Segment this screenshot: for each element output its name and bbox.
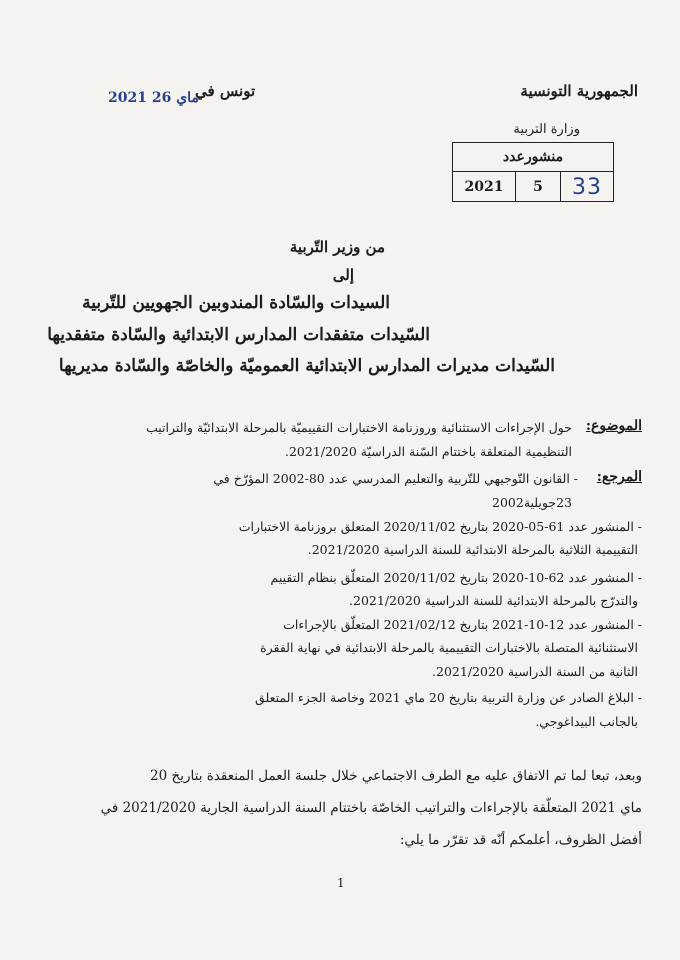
- circular-number-box: [452, 142, 614, 202]
- body-paragraph-line: وبعد، تبعا لما تم الاتفاق عليه مع الطرف الاجتماعي خلال جلسة العمل المنعقدة بتاريخ 20: [150, 768, 642, 784]
- subject-line: حول الإجراءات الاستثنائية وروزنامة الاختبارات التقييميّة بالمرحلة الابتدائيّة والتراتيب: [145, 420, 572, 435]
- subject-line: التنظيمية المتعلقة باختتام السّنة الدراسيّة 2021/2020.: [284, 444, 572, 459]
- to-line: إلى: [332, 266, 354, 284]
- date-stamp: 2021 ماي 26: [108, 90, 199, 106]
- subject-label: الموضوع:: [585, 418, 642, 434]
- country-name: الجمهورية التونسية: [520, 82, 638, 100]
- reference-item: - المنشور عدد 61-05-2020 بتاريخ 2020/11/02 المتعلق بروزنامة الاختبارات: [238, 519, 642, 534]
- city-date-label: تونس في: [195, 82, 256, 100]
- reference-item: - المنشور عدد 62-10-2020 بتاريخ 2020/11/02 المتعلّق بنظام التقييم: [270, 570, 642, 585]
- reference-item: بالجانب البيداغوجي.: [535, 714, 638, 729]
- sender-line: من وزير التّربية: [289, 238, 385, 256]
- recipient-line: السّيدات مديرات المدارس الابتدائية العموميّة والخاصّة والسّادة مديريها: [58, 356, 555, 376]
- circular-label: منشورعدد: [453, 143, 613, 172]
- recipient-line: السّيدات متفقدات المدارس الابتدائية والسّادة متفقديها: [47, 325, 430, 345]
- reference-item: الاستثنائية المتصلة بالاختبارات التقييمية بالمرحلة الابتدائية في نهاية الفقرة: [260, 640, 638, 655]
- reference-item: - المنشور عدد 12-10-2021 بتاريخ 2021/02/12 المتعلّق بالإجراءات: [283, 617, 642, 632]
- recipient-line: السيدات والسّادة المندوبين الجهويين للتّربية: [82, 293, 390, 313]
- reference-item: التقييمية الثلاثية بالمرحلة الابتدائية للسنة الدراسية 2021/2020.: [307, 542, 638, 557]
- page-number: 1: [337, 876, 345, 890]
- ministry-name: وزارة التربية: [513, 122, 580, 137]
- reference-item: - البلاغ الصادر عن وزارة التربية بتاريخ 20 ماي 2021 وخاصة الجزء المتعلق: [255, 690, 642, 705]
- circular-month: 5: [516, 172, 561, 202]
- body-paragraph-line: أفضل الظروف، أعلمكم أنّه قد تقرّر ما يلي:: [399, 832, 642, 848]
- reference-item: الثانية من السنة الدراسية 2021/2020.: [432, 664, 638, 679]
- circular-year: 2021: [453, 172, 516, 202]
- reference-line: - القانون التّوجيهي للتّربية والتعليم المدرسي عدد 80-2002 المؤرّخ في: [213, 471, 578, 486]
- circular-number: 33: [572, 174, 602, 200]
- reference-item: والتدرّج بالمرحلة الابتدائية للسنة الدراسية 2021/2020.: [349, 593, 638, 608]
- body-paragraph-line: ماي 2021 المتعلّقة بالإجراءات والتراتيب الخاصّة باختتام السنة الدراسية الجارية 2021/2020 في: [100, 800, 642, 816]
- reference-label: المرجع:: [596, 469, 642, 485]
- reference-line: 23جويلية2002: [492, 495, 572, 510]
